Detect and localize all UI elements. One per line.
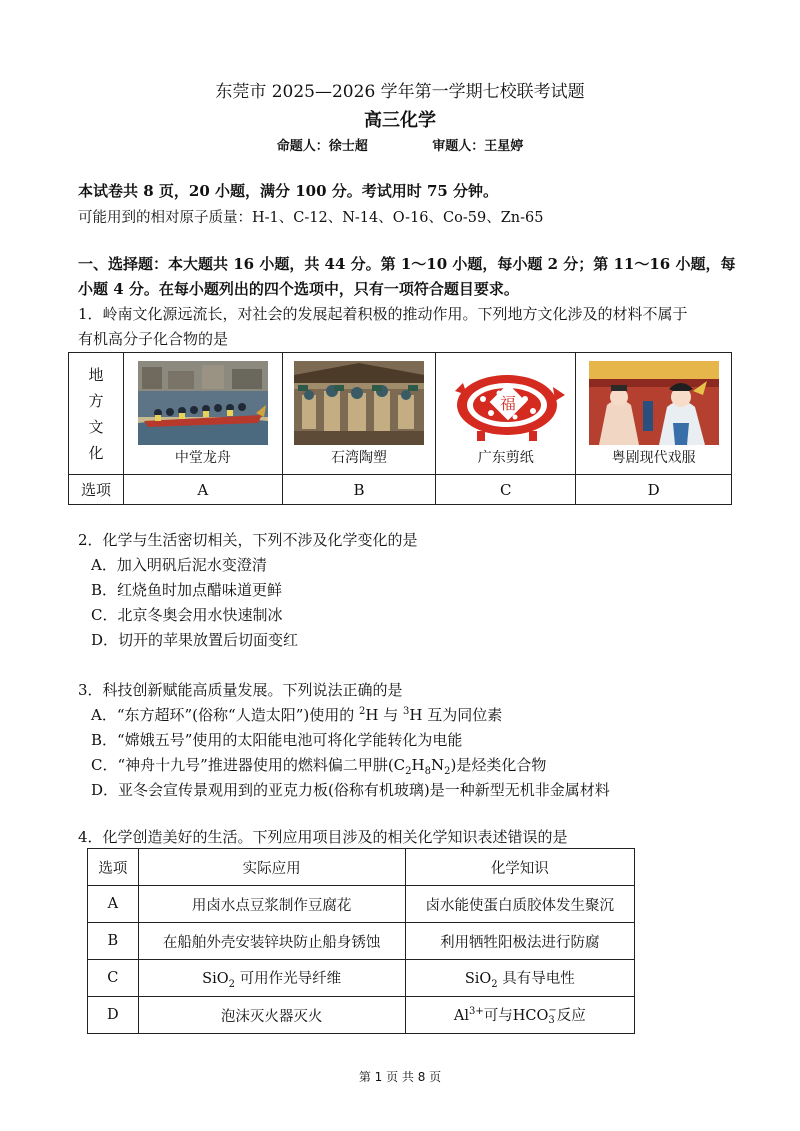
q3-option-a[interactable] bbox=[91, 704, 502, 725]
q4-d-know-text3: 反应 bbox=[556, 1008, 586, 1024]
q3-c-text2: H bbox=[411, 756, 425, 774]
q4-d-know-sup1: 3+ bbox=[468, 1006, 484, 1018]
q3-stem: 3．科技创新赋能高质量发展。下列说法正确的是 bbox=[78, 681, 403, 699]
q3-c-sub1: 2 bbox=[405, 766, 412, 777]
q4-d-know-scripts bbox=[548, 1006, 556, 1026]
papercut-fu-char: 福 bbox=[499, 393, 516, 413]
table-row[interactable] bbox=[88, 886, 635, 923]
q4-row-c-application bbox=[138, 960, 405, 997]
q2-option-c[interactable]: C．北京冬奥会用水快速制冰 bbox=[91, 606, 283, 624]
q1-item-b-label: 石湾陶塑 bbox=[330, 449, 387, 466]
section1-instructions-line1: 一、选择题：本大题共 16 小题，共 44 分。第 1～10 小题，每小题 2 分；第 11～16 小题，每 bbox=[78, 255, 736, 273]
q1-item-c-label: 广东剪纸 bbox=[477, 449, 534, 466]
authors-line bbox=[0, 135, 800, 154]
q1-item-a-label: 中堂龙舟 bbox=[174, 449, 231, 466]
q1-table bbox=[68, 352, 732, 505]
q4-c-app-sub: 2 bbox=[228, 978, 236, 990]
table-row[interactable] bbox=[88, 997, 635, 1034]
dragon-boat-image bbox=[138, 361, 268, 445]
q4-d-know-text2: 可与HCO bbox=[483, 1008, 549, 1024]
q1-option-c[interactable]: C bbox=[436, 475, 576, 505]
author-name: 命题人：徐士超 bbox=[276, 139, 368, 154]
section1-instructions-line2: 小题 4 分。在每小题列出的四个选项中，只有一项符合题目要求。 bbox=[78, 280, 519, 298]
q4-c-app-text1: SiO bbox=[202, 970, 229, 987]
q4-row-d-option: D bbox=[88, 997, 139, 1034]
table-row[interactable] bbox=[88, 960, 635, 997]
q4-table bbox=[87, 848, 635, 1034]
q4-d-know-sup2: − bbox=[548, 1005, 557, 1016]
q1-item-d-label: 粤剧现代戏服 bbox=[611, 449, 696, 466]
q4-c-app-text2: 可用作光导纤维 bbox=[235, 970, 342, 987]
q4-row-d-application: 泡沫灭火器灭火 bbox=[138, 997, 405, 1034]
q4-c-know-sub: 2 bbox=[491, 978, 498, 990]
q1-option-d[interactable]: D bbox=[576, 475, 732, 505]
q4-header-knowledge: 化学知识 bbox=[405, 849, 634, 886]
q3-a-sup2: 3 bbox=[402, 706, 410, 717]
q3-c-sub3: 2 bbox=[444, 766, 451, 777]
q3-c-text4: )是烃类化合物 bbox=[450, 756, 547, 774]
q1-item-a bbox=[123, 353, 282, 475]
opera-costume-image bbox=[589, 361, 719, 445]
q3-c-text3: N bbox=[431, 756, 445, 774]
papercut-image bbox=[441, 361, 571, 445]
q1-row-header-culture bbox=[69, 353, 124, 475]
q1-stem-line1: 1．岭南文化源远流长，对社会的发展起着积极的推动作用。下列地方文化涉及的材料不属于 bbox=[78, 305, 688, 323]
q3-option-c[interactable] bbox=[91, 754, 546, 777]
q4-row-b-knowledge: 利用牺牲阳极法进行防腐 bbox=[405, 923, 634, 960]
q4-c-know-text2: 具有导电性 bbox=[497, 970, 575, 987]
page-footer: 第 1 页 共 8 页 bbox=[358, 1070, 442, 1084]
q4-c-know-text1: SiO bbox=[464, 970, 492, 987]
q4-header-application: 实际应用 bbox=[138, 849, 405, 886]
q1-option-header: 选项 bbox=[69, 475, 124, 505]
q1-option-b[interactable]: B bbox=[282, 475, 436, 505]
reviewer-name: 审题人：王星婷 bbox=[432, 139, 524, 154]
q3-c-text1: C．“神舟十九号”推进器使用的燃料偏二甲肼(C bbox=[91, 756, 406, 774]
q3-a-text3: H 互为同位素 bbox=[409, 706, 503, 724]
q1-option-a[interactable]: A bbox=[123, 475, 282, 505]
q4-row-b-application: 在船舶外壳安装锌块防止船身锈蚀 bbox=[138, 923, 405, 960]
q1-stem-line2: 有机高分子化合物的是 bbox=[78, 330, 229, 348]
exam-title: 东莞市 2025—2026 学年第一学期七校联考试题 bbox=[215, 82, 585, 102]
q2-option-b[interactable]: B．红烧鱼时加点醋味道更鲜 bbox=[91, 581, 283, 599]
q4-row-b-option: B bbox=[88, 923, 139, 960]
q3-a-sup1: 2 bbox=[358, 706, 366, 717]
q4-row-d-knowledge bbox=[405, 997, 634, 1034]
q4-row-c-option: C bbox=[88, 960, 139, 997]
q4-row-a-application: 用卤水点豆浆制作豆腐花 bbox=[138, 886, 405, 923]
atomic-masses: 可能用到的相对原子质量：H-1、C-12、N-14、O-16、Co-59、Zn-65 bbox=[78, 210, 544, 226]
q3-a-text2: H 与 bbox=[365, 706, 403, 724]
q4-header-option: 选项 bbox=[88, 849, 139, 886]
ceramic-sculpture-image bbox=[294, 361, 424, 445]
q3-c-sub2: 8 bbox=[424, 766, 431, 777]
q2-option-d[interactable]: D．切开的苹果放置后切面变红 bbox=[91, 631, 299, 649]
q1-item-b bbox=[282, 353, 436, 475]
exam-info: 本试卷共 8 页，20 小题，满分 100 分。考试用时 75 分钟。 bbox=[78, 182, 499, 200]
q4-d-know-text1: Al bbox=[453, 1008, 469, 1024]
q4-stem: 4．化学创造美好的生活。下列应用项目涉及的相关化学知识表述错误的是 bbox=[78, 828, 568, 846]
q3-option-b[interactable]: B．“嫦娥五号”使用的太阳能电池可将化学能转化为电能 bbox=[91, 731, 463, 749]
q1-row-header-text: 地方文化 bbox=[88, 365, 104, 462]
subject-title: 高三化学 bbox=[364, 110, 436, 131]
q4-d-know-sub: 3 bbox=[548, 1015, 555, 1026]
q2-option-a[interactable]: A．加入明矾后泥水变澄清 bbox=[91, 556, 267, 574]
q3-option-d[interactable]: D．亚冬会宣传景观用到的亚克力板(俗称有机玻璃)是一种新型无机非金属材料 bbox=[91, 781, 610, 799]
q4-row-a-option: A bbox=[88, 886, 139, 923]
q1-item-d bbox=[576, 353, 732, 475]
q4-row-c-knowledge bbox=[405, 960, 634, 997]
q1-item-c bbox=[436, 353, 576, 475]
q4-row-a-knowledge: 卤水能使蛋白质胶体发生聚沉 bbox=[405, 886, 634, 923]
table-row[interactable] bbox=[88, 923, 635, 960]
q3-a-text1: A．“东方超环”(俗称“人造太阳”)使用的 bbox=[91, 706, 359, 724]
q2-stem: 2．化学与生活密切相关，下列不涉及化学变化的是 bbox=[78, 531, 418, 549]
